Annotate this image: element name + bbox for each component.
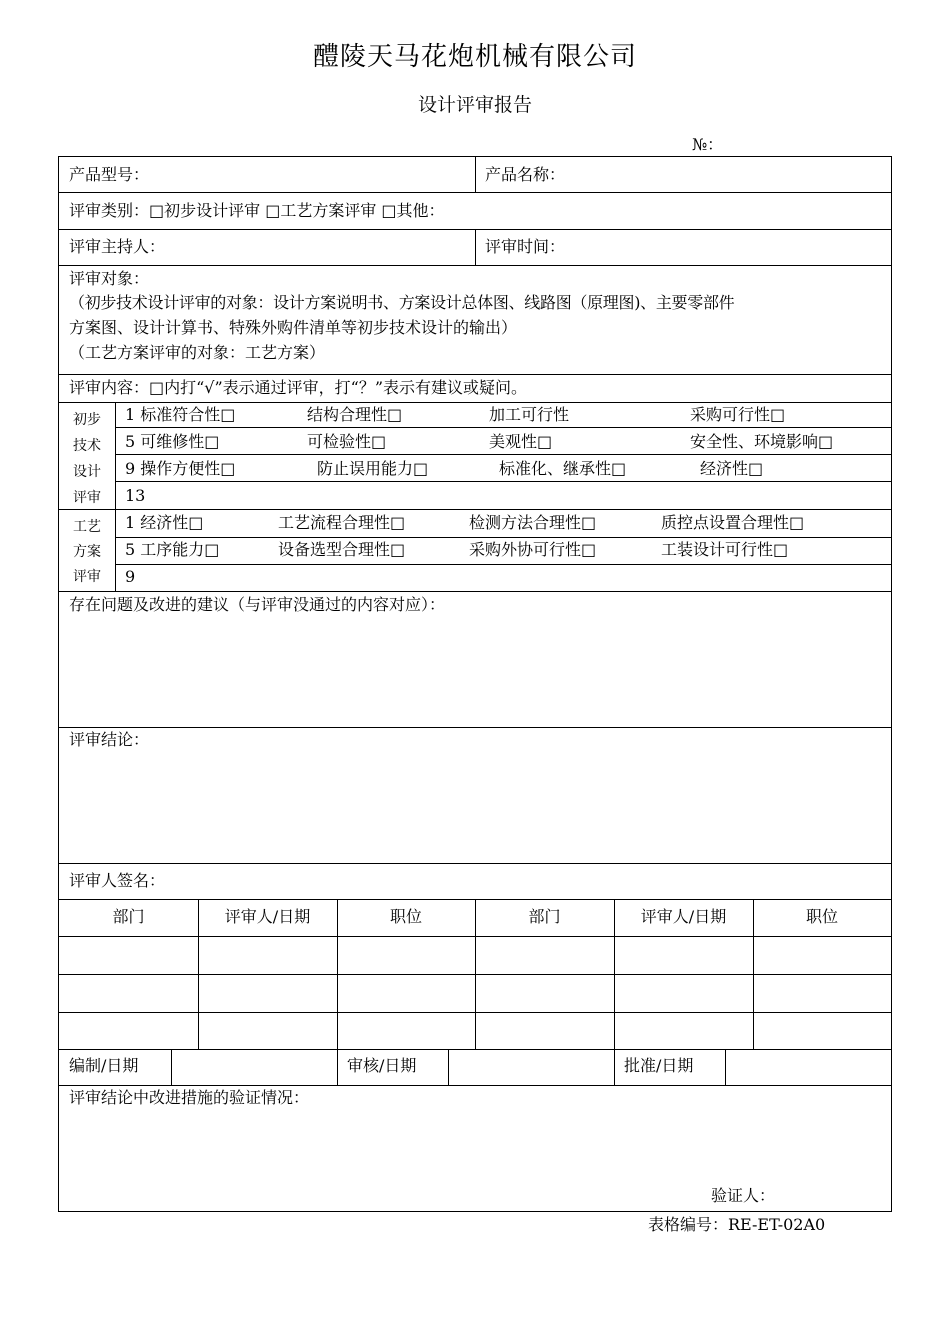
prelim-item-number: 13 <box>125 486 146 505</box>
divider <box>59 374 891 375</box>
divider <box>475 229 476 265</box>
prelim-item[interactable]: 安全性、环境影响□ <box>690 432 834 451</box>
review-object-line: 方案图、设计计算书、特殊外购件清单等初步技术设计的输出） <box>69 318 518 337</box>
divider <box>59 509 891 510</box>
prelim-item[interactable]: 1 标准符合性□ <box>125 405 236 424</box>
process-item[interactable]: 1 经济性□ <box>125 513 204 532</box>
signatures-label: 评审人签名： <box>69 871 166 890</box>
verifier-label: 验证人： <box>711 1186 776 1205</box>
prelim-item[interactable]: 防止误用能力□ <box>317 459 429 478</box>
sig-header-department: 部门 <box>112 907 145 926</box>
process-item[interactable]: 检测方法合理性□ <box>469 513 597 532</box>
divider <box>59 727 891 728</box>
prelim-item[interactable]: 标准化、继承性□ <box>499 459 627 478</box>
divider <box>59 402 891 403</box>
review-object-line: （工艺方案评审的对象：工艺方案） <box>69 343 326 362</box>
prelim-item[interactable]: 美观性□ <box>489 432 553 451</box>
review-form <box>58 156 892 1212</box>
review-object-label: 评审对象： <box>69 269 150 288</box>
prelim-side-label: 评审 <box>73 490 101 506</box>
prelim-side-label: 技术 <box>73 438 101 454</box>
product-model-label: 产品型号： <box>69 165 150 184</box>
sig-header-reviewer-date: 评审人/日期 <box>224 907 311 926</box>
process-item[interactable]: 5 工序能力□ <box>125 540 220 559</box>
process-side-label: 方案 <box>73 544 101 560</box>
report-number-label: №： <box>692 135 724 154</box>
prelim-side-label: 设计 <box>73 464 101 480</box>
process-item[interactable]: 设备选型合理性□ <box>278 540 406 559</box>
divider <box>59 863 891 864</box>
issues-label: 存在问题及改进的建议（与评审没通过的内容对应）： <box>69 595 446 614</box>
divider <box>59 591 891 592</box>
prelim-item[interactable]: 加工可行性 <box>489 405 570 424</box>
prelim-item[interactable]: 9 操作方便性□ <box>125 459 236 478</box>
divider <box>337 1049 338 1085</box>
prelim-item[interactable]: 可检验性□ <box>307 432 387 451</box>
prepare-date-label: 编制/日期 <box>69 1056 139 1075</box>
sig-header-position: 职位 <box>805 907 838 926</box>
divider <box>59 192 891 193</box>
divider <box>115 481 891 482</box>
divider <box>171 1049 172 1085</box>
process-item[interactable]: 工艺流程合理性□ <box>278 513 406 532</box>
approve-date-label: 批准/日期 <box>624 1056 694 1075</box>
sig-header-position: 职位 <box>389 907 422 926</box>
company-name: 醴陵天马花炮机械有限公司 <box>312 42 637 72</box>
verification-label: 评审结论中改进措施的验证情况： <box>69 1088 310 1107</box>
divider <box>448 1049 449 1085</box>
prelim-item[interactable]: 采购可行性□ <box>690 405 786 424</box>
review-object-line: （初步技术设计评审的对象：设计方案说明书、方案设计总体图、线路图（原理图)、主要零部件 <box>69 293 735 312</box>
prelim-item[interactable]: 经济性□ <box>700 459 764 478</box>
report-title: 设计评审报告 <box>417 94 532 116</box>
sig-header-department: 部门 <box>528 907 561 926</box>
review-time-label: 评审时间： <box>485 237 566 256</box>
divider <box>115 427 891 428</box>
process-item[interactable]: 质控点设置合理性□ <box>661 513 805 532</box>
product-name-label: 产品名称： <box>485 165 566 184</box>
review-date-label: 审核/日期 <box>347 1056 417 1075</box>
process-item-number: 9 <box>125 567 136 586</box>
prelim-item[interactable]: 结构合理性□ <box>307 405 403 424</box>
divider <box>115 402 116 591</box>
process-side-label: 工艺 <box>73 519 101 535</box>
review-content-instruction: 评审内容：□内打“√”表示通过评审，打“？”表示有建议或疑问。 <box>69 378 528 397</box>
divider <box>59 265 891 266</box>
prelim-item[interactable]: 5 可维修性□ <box>125 432 220 451</box>
divider <box>725 1049 726 1085</box>
divider <box>59 1085 891 1086</box>
divider <box>59 1049 891 1050</box>
process-side-label: 评审 <box>73 569 101 585</box>
divider <box>115 537 891 538</box>
review-host-label: 评审主持人： <box>69 237 166 256</box>
sig-header-reviewer-date: 评审人/日期 <box>640 907 727 926</box>
form-code: 表格编号：RE-ET-02A0 <box>648 1215 826 1234</box>
prelim-side-label: 初步 <box>73 412 101 428</box>
divider <box>614 1049 615 1085</box>
process-item[interactable]: 工装设计可行性□ <box>661 540 789 559</box>
conclusion-label: 评审结论： <box>69 730 150 749</box>
review-category[interactable]: 评审类别：□初步设计评审 □工艺方案评审 □其他： <box>69 201 445 220</box>
divider <box>115 564 891 565</box>
divider <box>475 157 476 192</box>
divider <box>115 454 891 455</box>
process-item[interactable]: 采购外协可行性□ <box>469 540 597 559</box>
